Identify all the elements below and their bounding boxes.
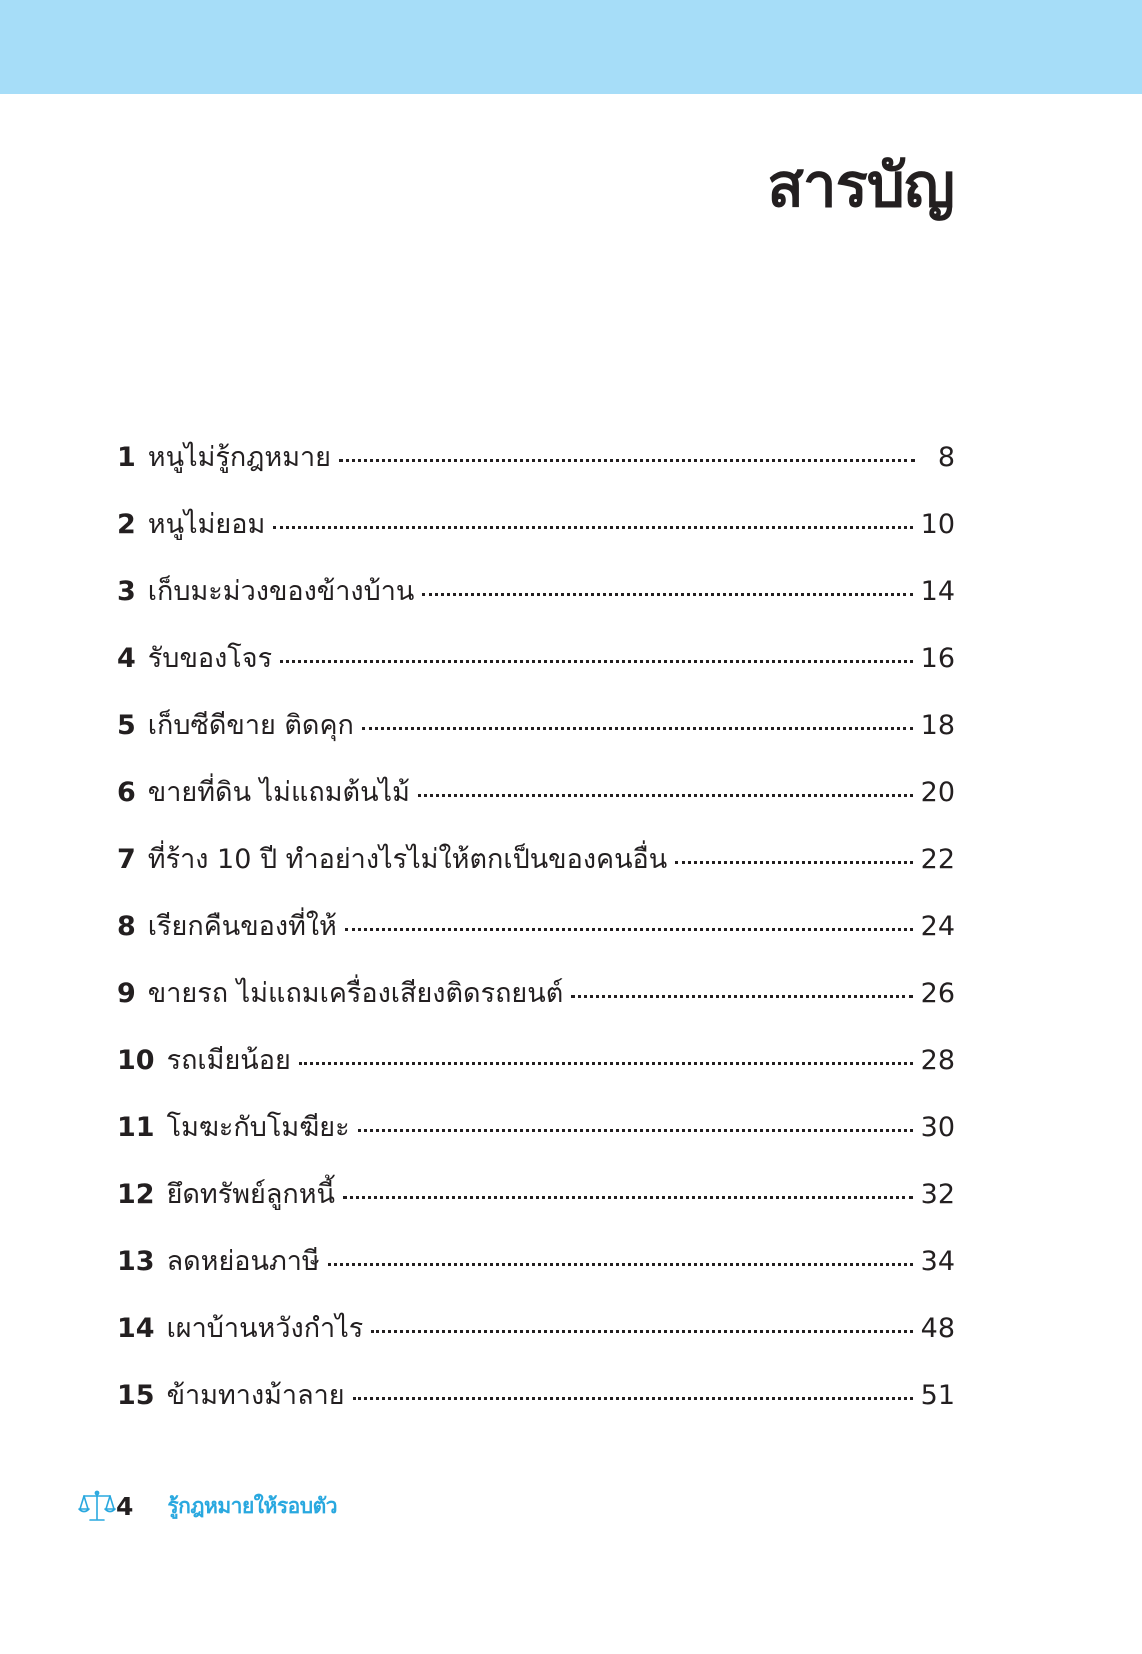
header-band bbox=[0, 0, 1142, 94]
toc-entry-title: หนูไม่ยอม bbox=[147, 509, 266, 540]
toc-entry[interactable] bbox=[117, 964, 955, 1031]
scales-of-justice-icon bbox=[78, 1489, 116, 1523]
toc-entry-page-number: 22 bbox=[920, 844, 955, 875]
toc-entry[interactable] bbox=[117, 1098, 955, 1165]
toc-dot-leader bbox=[280, 660, 913, 663]
toc-dot-leader bbox=[418, 794, 913, 797]
toc-entry-number: 4 bbox=[117, 643, 136, 674]
toc-entry-title: รับของโจร bbox=[147, 643, 273, 674]
toc-dot-leader bbox=[343, 1196, 913, 1199]
toc-entry-number: 9 bbox=[117, 978, 136, 1009]
toc-entry[interactable] bbox=[117, 562, 955, 629]
toc-entry-number: 2 bbox=[117, 509, 136, 540]
toc-entry[interactable] bbox=[117, 629, 955, 696]
toc-entry-number: 8 bbox=[117, 911, 136, 942]
table-of-contents bbox=[117, 428, 955, 1433]
toc-dot-leader bbox=[571, 995, 912, 998]
toc-entry-title: ขายรถ ไม่แถมเครื่องเสียงติดรถยนต์ bbox=[147, 978, 564, 1009]
toc-entry-page-number: 28 bbox=[920, 1045, 955, 1076]
toc-entry-page-number: 16 bbox=[920, 643, 955, 674]
toc-dot-leader bbox=[273, 526, 912, 529]
toc-dot-leader bbox=[422, 593, 912, 596]
toc-entry-number: 5 bbox=[117, 710, 136, 741]
toc-dot-leader bbox=[339, 459, 915, 462]
toc-entry-number: 10 bbox=[117, 1045, 155, 1076]
toc-entry-title: เรียกคืนของที่ให้ bbox=[147, 911, 337, 942]
toc-entry-page-number: 18 bbox=[920, 710, 955, 741]
toc-dot-leader bbox=[371, 1330, 912, 1333]
toc-entry-number: 14 bbox=[117, 1313, 155, 1344]
toc-entry-title: เก็บซีดีขาย ติดคุก bbox=[147, 710, 354, 741]
toc-entry-page-number: 48 bbox=[920, 1313, 955, 1344]
toc-entry-title: ขายที่ดิน ไม่แถมต้นไม้ bbox=[147, 777, 410, 808]
toc-entry-title: ข้ามทางม้าลาย bbox=[166, 1380, 345, 1411]
toc-entry[interactable] bbox=[117, 495, 955, 562]
toc-entry[interactable] bbox=[117, 428, 955, 495]
page-footer bbox=[78, 1486, 337, 1526]
toc-entry-number: 3 bbox=[117, 576, 136, 607]
toc-entry-number: 1 bbox=[117, 442, 136, 473]
toc-entry-number: 11 bbox=[117, 1112, 155, 1143]
toc-entry[interactable] bbox=[117, 830, 955, 897]
toc-entry-page-number: 14 bbox=[920, 576, 955, 607]
toc-entry-number: 13 bbox=[117, 1246, 155, 1277]
toc-entry-number: 15 bbox=[117, 1380, 155, 1411]
toc-dot-leader bbox=[353, 1397, 913, 1400]
toc-entry-number: 7 bbox=[117, 844, 136, 875]
toc-entry[interactable] bbox=[117, 763, 955, 830]
toc-entry-title: เก็บมะม่วงของข้างบ้าน bbox=[147, 576, 415, 607]
toc-entry-title: ยึดทรัพย์ลูกหนี้ bbox=[166, 1179, 335, 1210]
toc-entry-page-number: 34 bbox=[920, 1246, 955, 1277]
toc-entry-title: เผาบ้านหวังกำไร bbox=[166, 1313, 364, 1344]
toc-entry-page-number: 20 bbox=[920, 777, 955, 808]
toc-entry-title: ที่ร้าง 10 ปี ทำอย่างไรไม่ให้ตกเป็นของคนอื่น bbox=[147, 844, 668, 875]
toc-dot-leader bbox=[345, 928, 913, 931]
toc-entry-page-number: 24 bbox=[920, 911, 955, 942]
page-number: 4 bbox=[116, 1491, 134, 1521]
toc-entry[interactable] bbox=[117, 1031, 955, 1098]
toc-entry-page-number: 51 bbox=[920, 1380, 955, 1411]
toc-entry[interactable] bbox=[117, 1165, 955, 1232]
toc-entry-title: หนูไม่รู้กฎหมาย bbox=[147, 442, 331, 473]
toc-entry-page-number: 26 bbox=[920, 978, 955, 1009]
toc-dot-leader bbox=[358, 1129, 913, 1132]
toc-entry-page-number: 8 bbox=[937, 442, 955, 473]
toc-dot-leader bbox=[299, 1062, 913, 1065]
toc-entry-title: ลดหย่อนภาษี bbox=[166, 1246, 320, 1277]
toc-entry-number: 6 bbox=[117, 777, 136, 808]
toc-dot-leader bbox=[675, 861, 912, 864]
toc-entry[interactable] bbox=[117, 696, 955, 763]
page-title: สารบัญ bbox=[767, 151, 954, 221]
toc-entry-number: 12 bbox=[117, 1179, 155, 1210]
toc-entry-page-number: 30 bbox=[920, 1112, 955, 1143]
toc-entry[interactable] bbox=[117, 897, 955, 964]
toc-entry-title: รถเมียน้อย bbox=[166, 1045, 291, 1076]
toc-entry[interactable] bbox=[117, 1232, 955, 1299]
toc-entry-page-number: 32 bbox=[920, 1179, 955, 1210]
toc-entry[interactable] bbox=[117, 1366, 955, 1433]
toc-dot-leader bbox=[328, 1263, 913, 1266]
toc-entry[interactable] bbox=[117, 1299, 955, 1366]
running-book-title: รู้กฎหมายให้รอบตัว bbox=[167, 1493, 338, 1518]
toc-dot-leader bbox=[362, 727, 913, 730]
toc-entry-page-number: 10 bbox=[920, 509, 955, 540]
toc-entry-title: โมฆะกับโมฆียะ bbox=[166, 1112, 350, 1143]
